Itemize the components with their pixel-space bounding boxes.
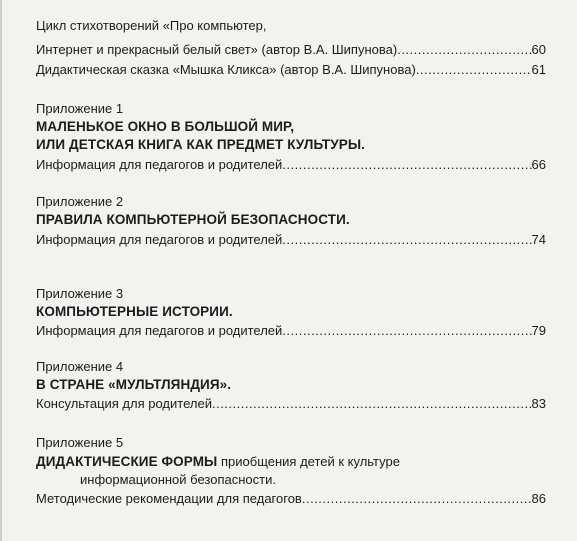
toc-entry-appendix-2 — [36, 232, 546, 248]
dot-leader — [397, 42, 531, 58]
appendix-title-rest: приобщения детей к культуре — [217, 454, 400, 469]
entry-text: Интернет и прекрасный белый свет» (автор В.А. Шипунова) — [36, 42, 398, 57]
appendix-title — [36, 454, 400, 470]
dot-leader — [416, 62, 532, 78]
toc-entry-appendix-3 — [36, 323, 546, 339]
appendix-label: Приложение 1 — [36, 101, 124, 116]
dot-leader — [282, 157, 531, 173]
toc-entry-appendix-4 — [36, 396, 546, 412]
appendix-title-continued: информационной безопасности. — [80, 472, 276, 487]
page-number: 86 — [531, 491, 546, 506]
appendix-label: Приложение 3 — [36, 286, 124, 301]
page-number: 60 — [531, 42, 546, 57]
intro-line-1: Цикл стихотворений «Про компьютер, — [36, 18, 267, 33]
page-number: 79 — [531, 323, 546, 338]
page-number: 83 — [531, 396, 546, 411]
dot-leader — [302, 491, 532, 507]
dot-leader — [282, 323, 531, 339]
toc-entry-poems — [36, 42, 546, 58]
page-number: 66 — [531, 157, 546, 172]
appendix-title-bold: ДИДАКТИЧЕСКИЕ ФОРМЫ — [36, 454, 218, 469]
page-number: 61 — [531, 62, 546, 77]
entry-text: Информация для педагогов и родителей — [36, 157, 283, 172]
appendix-label: Приложение 4 — [36, 359, 124, 374]
appendix-title: МАЛЕНЬКОЕ ОКНО В БОЛЬШОЙ МИР, — [36, 119, 295, 134]
dot-leader — [212, 396, 532, 412]
entry-text: Консультация для родителей — [36, 396, 212, 411]
appendix-label: Приложение 2 — [36, 194, 124, 209]
appendix-title: ПРАВИЛА КОМПЬЮТЕРНОЙ БЕЗОПАСНОСТИ. — [36, 212, 350, 227]
appendix-label: Приложение 5 — [36, 435, 124, 450]
entry-text: Дидактическая сказка «Мышка Кликса» (автор В.А. Шипунова) — [36, 62, 416, 77]
toc-entry-appendix-5 — [36, 491, 546, 507]
entry-text: Информация для педагогов и родителей — [36, 232, 283, 247]
appendix-title: ИЛИ ДЕТСКАЯ КНИГА КАК ПРЕДМЕТ КУЛЬТУРЫ. — [36, 137, 366, 152]
appendix-title: В СТРАНЕ «МУЛЬТЛЯНДИЯ». — [36, 377, 232, 392]
entry-text: Информация для педагогов и родителей — [36, 323, 283, 338]
page-number: 74 — [531, 232, 546, 247]
toc-entry-appendix-1 — [36, 157, 546, 173]
toc-entry-tale — [36, 62, 546, 78]
entry-text: Методические рекомендации для педагогов — [36, 491, 302, 506]
appendix-title: КОМПЬЮТЕРНЫЕ ИСТОРИИ. — [36, 304, 233, 319]
dot-leader — [282, 232, 531, 248]
